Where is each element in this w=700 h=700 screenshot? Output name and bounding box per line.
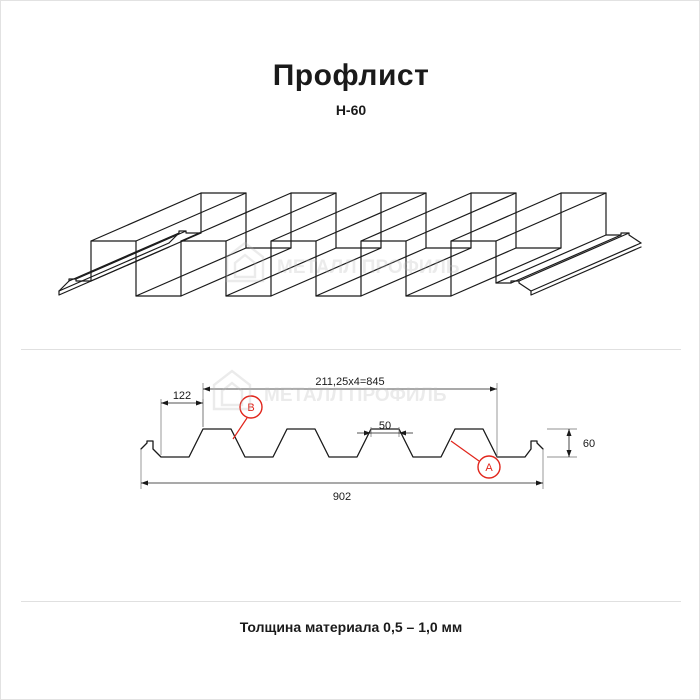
dim-rib-top: 50 bbox=[378, 420, 392, 432]
dim-total-width: 902 bbox=[332, 491, 352, 503]
page-title: Профлист bbox=[272, 59, 430, 92]
dim-height: 60 bbox=[582, 438, 596, 450]
dim-pitch: 122 bbox=[172, 390, 192, 402]
thickness-note: Толщина материала 0,5 – 1,0 мм bbox=[239, 619, 463, 635]
svg-text:МЕТАЛЛ ПРОФИЛЬ: МЕТАЛЛ ПРОФИЛЬ bbox=[264, 385, 447, 406]
callout-b-label: B bbox=[247, 402, 255, 414]
divider-top bbox=[21, 349, 681, 350]
cross-section-drawing bbox=[111, 371, 611, 511]
product-model: Н-60 bbox=[335, 102, 367, 118]
dim-working-width: 211,25x4=845 bbox=[315, 376, 385, 388]
svg-text:МЕТАЛЛ ПРОФИЛЬ: МЕТАЛЛ ПРОФИЛЬ bbox=[277, 257, 460, 278]
isometric-profile-illustration bbox=[31, 151, 671, 341]
callout-a-label: A bbox=[485, 462, 493, 474]
divider-bottom bbox=[21, 601, 681, 602]
